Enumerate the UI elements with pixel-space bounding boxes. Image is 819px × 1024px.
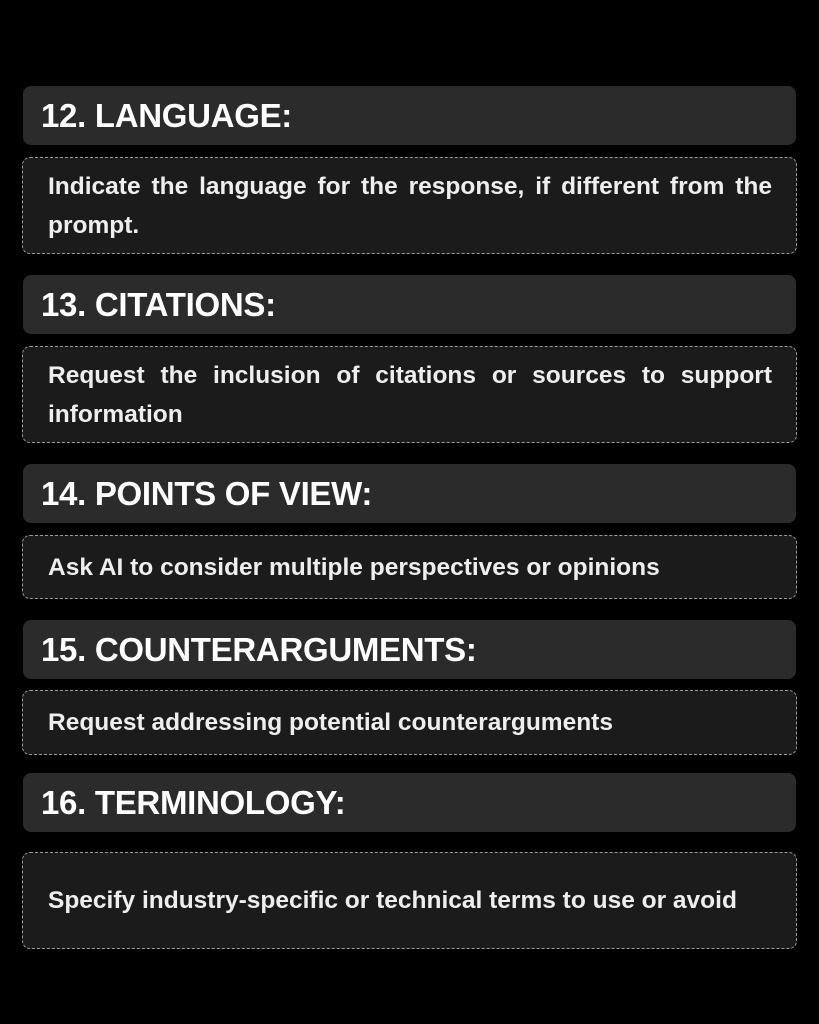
section-description-box: [22, 157, 797, 254]
section-description: Indicate the language for the response, if different from the prompt.: [48, 172, 772, 239]
section-title: 16. TERMINOLOGY:: [23, 773, 796, 832]
section-title: 14. POINTS OF VIEW:: [23, 464, 796, 523]
section-description-box: [22, 535, 797, 599]
section-description: Request addressing potential counterarguments: [48, 709, 613, 736]
section-title: 15. COUNTERARGUMENTS:: [23, 620, 796, 679]
section-title: 13. CITATIONS:: [23, 275, 796, 334]
section-description: Ask AI to consider multiple perspectives or opinions: [48, 553, 660, 581]
section-description-box: [22, 346, 797, 443]
section-title: 12. LANGUAGE:: [23, 86, 796, 145]
section-description-box: [22, 852, 797, 949]
section-description-box: [22, 690, 797, 755]
section-description: Request the inclusion of citations or sources to support information: [48, 361, 772, 428]
section-description: Specify industry-specific or technical terms to use or avoid: [48, 887, 737, 914]
